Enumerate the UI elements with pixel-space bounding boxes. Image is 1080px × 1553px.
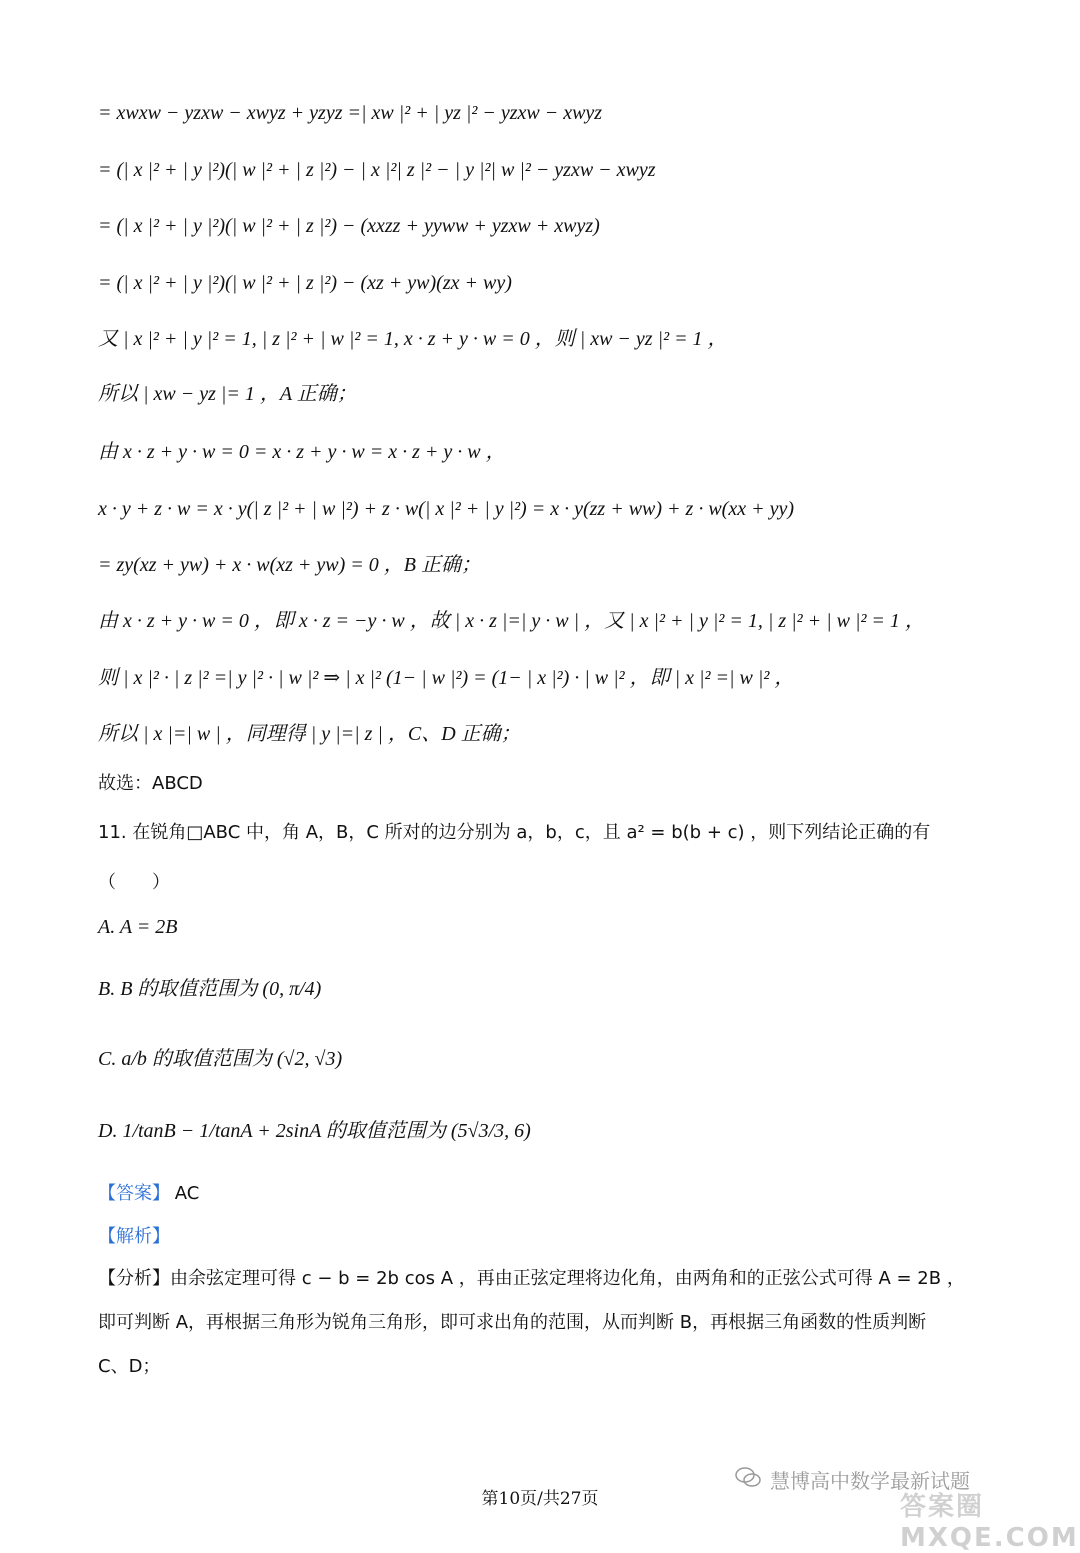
question-paren: （ ）: [98, 872, 170, 893]
derivation-line-12: 所以 | x |=| w | ，同理得 | y |=| z | ，C、D 正确；: [98, 723, 521, 745]
answer-tag: 【答案】: [98, 1183, 170, 1204]
derivation-line-5: 又 | x |² + | y |² = 1, | z |² + | w |² = 1, x · z + y · w = 0 ，则 | xw − yz |² = 1 ，: [98, 328, 728, 350]
analysis-tag: 【解析】: [98, 1226, 170, 1247]
derivation-line-11: 则 | x |² · | z |² =| y |² · | w |² ⇒ | x |² (1− | w |²) = (1− | x |²) · | w |² ，即 | x |² =| w |² ，: [98, 667, 795, 689]
answer-value: AC: [174, 1183, 200, 1204]
choice-conclusion: 故选：ABCD: [98, 773, 203, 794]
derivation-line-8: x · y + z · w = x · y(| z |² + | w |²) + z · w(| x |² + | y |²) = x · y(zz + ww) + z · w(xx + yy): [98, 498, 794, 520]
option-d: D. 1/tanB − 1/tanA + 2sinA 的取值范围为 (5√3/3, 6): [98, 1120, 531, 1142]
derivation-line-3: = (| x |² + | y |²)(| w |² + | z |²) − (xxzz + yyww + yzxw + xwyz): [98, 215, 600, 237]
page-number: 第10页/共27页: [481, 1489, 599, 1509]
derivation-line-4: = (| x |² + | y |²)(| w |² + | z |²) − (xz + yw)(zx + wy): [98, 272, 512, 294]
derivation-line-1: = xwxw − yzxw − xwyz + yzyz =| xw |² + | yz |² − yzxw − xwyz: [98, 102, 603, 124]
option-a: A. A = 2B: [98, 916, 178, 938]
analysis-line-3: C、D；: [98, 1356, 161, 1377]
option-c: C. a/b 的取值范围为 (√2, √3): [98, 1048, 343, 1070]
watermark-logo: 答案圈 MXQE.COM: [900, 1492, 1079, 1553]
derivation-line-6: 所以 | xw − yz |= 1 ，A 正确；: [98, 383, 357, 405]
option-b: B. B 的取值范围为 (0, π/4): [98, 978, 322, 1000]
derivation-line-7: 由 x · z + y · w = 0 = x · z + y · w = x · z + y · w ，: [98, 441, 506, 463]
question-stem: 11. 在锐角□ABC 中，角 A，B，C 所对的边分别为 a，b，c，且 a² = b(b + c) ，则下列结论正确的有: [98, 822, 931, 843]
watermark-text: 慧博高中数学最新试题: [770, 1469, 970, 1493]
analysis-line-2: 即可判断 A，再根据三角形为锐角三角形，即可求出角的范围，从而判断 B，再根据三角函数的性质判断: [98, 1312, 927, 1333]
analysis-line-1: 【分析】由余弦定理可得 c − b = 2b cos A ，再由正弦定理将边化角，由两角和的正弦公式可得 A = 2B ，: [98, 1268, 965, 1289]
answer-row: [98, 1181, 199, 1207]
derivation-line-10: 由 x · z + y · w = 0 ，即 x · z = −y · w ，故 | x · z |=| y · w | ，又 | x |² + | y |² = 1, | z |² + | w |² = 1 ，: [98, 610, 925, 632]
derivation-line-9: = zy(xz + yw) + x · w(xz + yw) = 0 ，B 正确；: [98, 554, 481, 576]
derivation-line-2: = (| x |² + | y |²)(| w |² + | z |²) − | x |²| z |² − | y |²| w |² − yzxw − xwyz: [98, 159, 656, 181]
